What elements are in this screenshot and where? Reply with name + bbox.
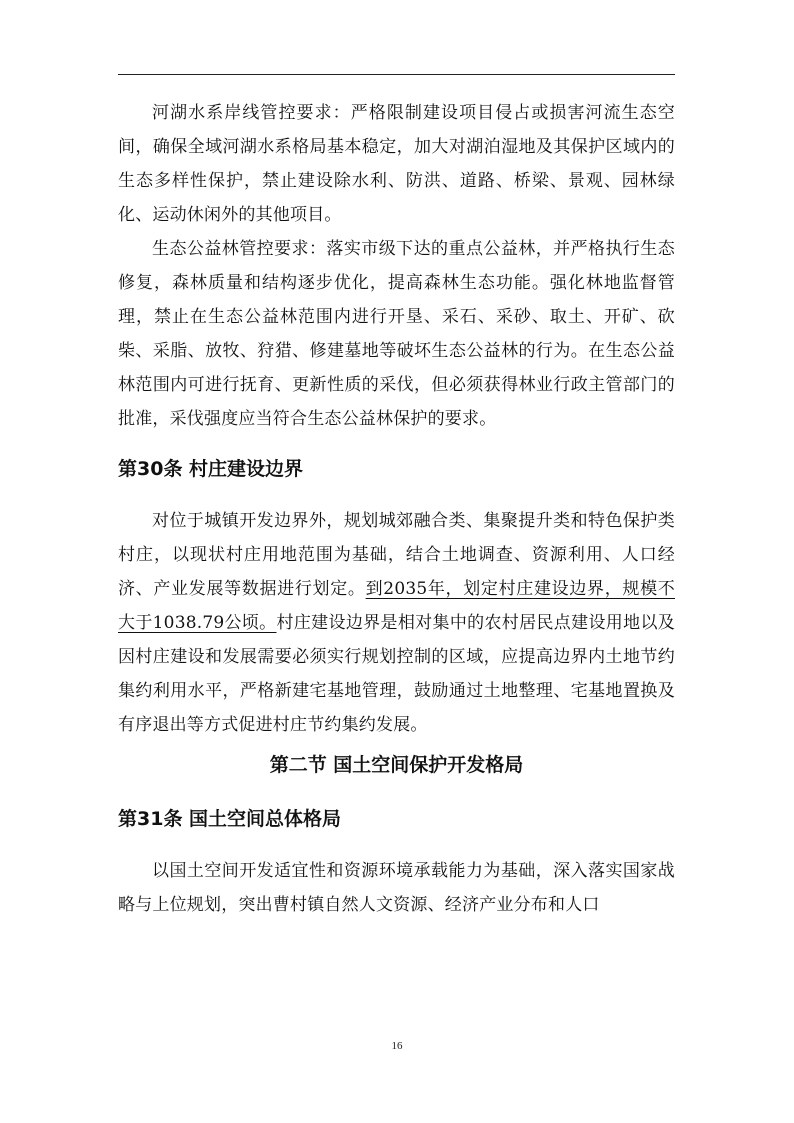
section-2-heading: 第二节 国土空间保护开发格局 [269,754,524,776]
page-content [118,96,675,922]
paragraph-river-lake-control: 河湖水系岸线管控要求：严格限制建设项目侵占或损害河流生态空间，确保全域河湖水系格局基本稳定，加大对湖泊湿地及其保护区域内的生态多样性保护，禁止建设除水利、防洪、道路、桥梁、景观、园林绿化、运动休闲外的其他项目。 [118,103,675,225]
article-30-text-after: 村庄建设边界是相对集中的农村居民点建设用地以及因村庄建设和发展需要必须实行规划控制的区域，应提高边界内土地节约集约利用水平，严格新建宅基地管理，鼓励通过土地整理、宅基地置换及有序退出等方式促进村庄节约集约发展。 [118,613,675,735]
header-rule [118,74,675,75]
article-30-underlined-text: 到2035年，划定村庄建设边界，规模不大于1038.79公顷。 [118,579,675,633]
article-30-text-before: 对位于城镇开发边界外，规划城郊融合类、集聚提升类和特色保护类村庄，以现状村庄用地范围为基础，结合土地调查、资源利用、人口经济、产业发展等数据进行划定。 [118,511,675,599]
article-30-heading: 第30条 村庄建设边界 [118,458,304,480]
article-31-body: 以国土空间开发适宜性和资源环境承载能力为基础，深入落实国家战略与上位规划，突出曹村镇自然人文资源、经济产业分布和人口 [118,861,675,915]
article-30-body [118,504,675,742]
paragraph-ecological-forest-control: 生态公益林管控要求：落实市级下达的重点公益林，并严格执行生态修复，森林质量和结构逐步优化，提高森林生态功能。强化林地监督管理，禁止在生态公益林范围内进行开垦、采石、采砂、取土、开矿、砍柴、采脂、放牧、狩猎、修建墓地等破坏生态公益林的行为。在生态公益林范围内可进行抚育、更新性质的采伐，但必须获得林业行政主管部门的批准，采伐强度应当符合生态公益林保护的要求。 [118,239,675,429]
page-number: 16 [391,1040,403,1052]
article-31-heading: 第31条 国土空间总体格局 [118,808,342,830]
